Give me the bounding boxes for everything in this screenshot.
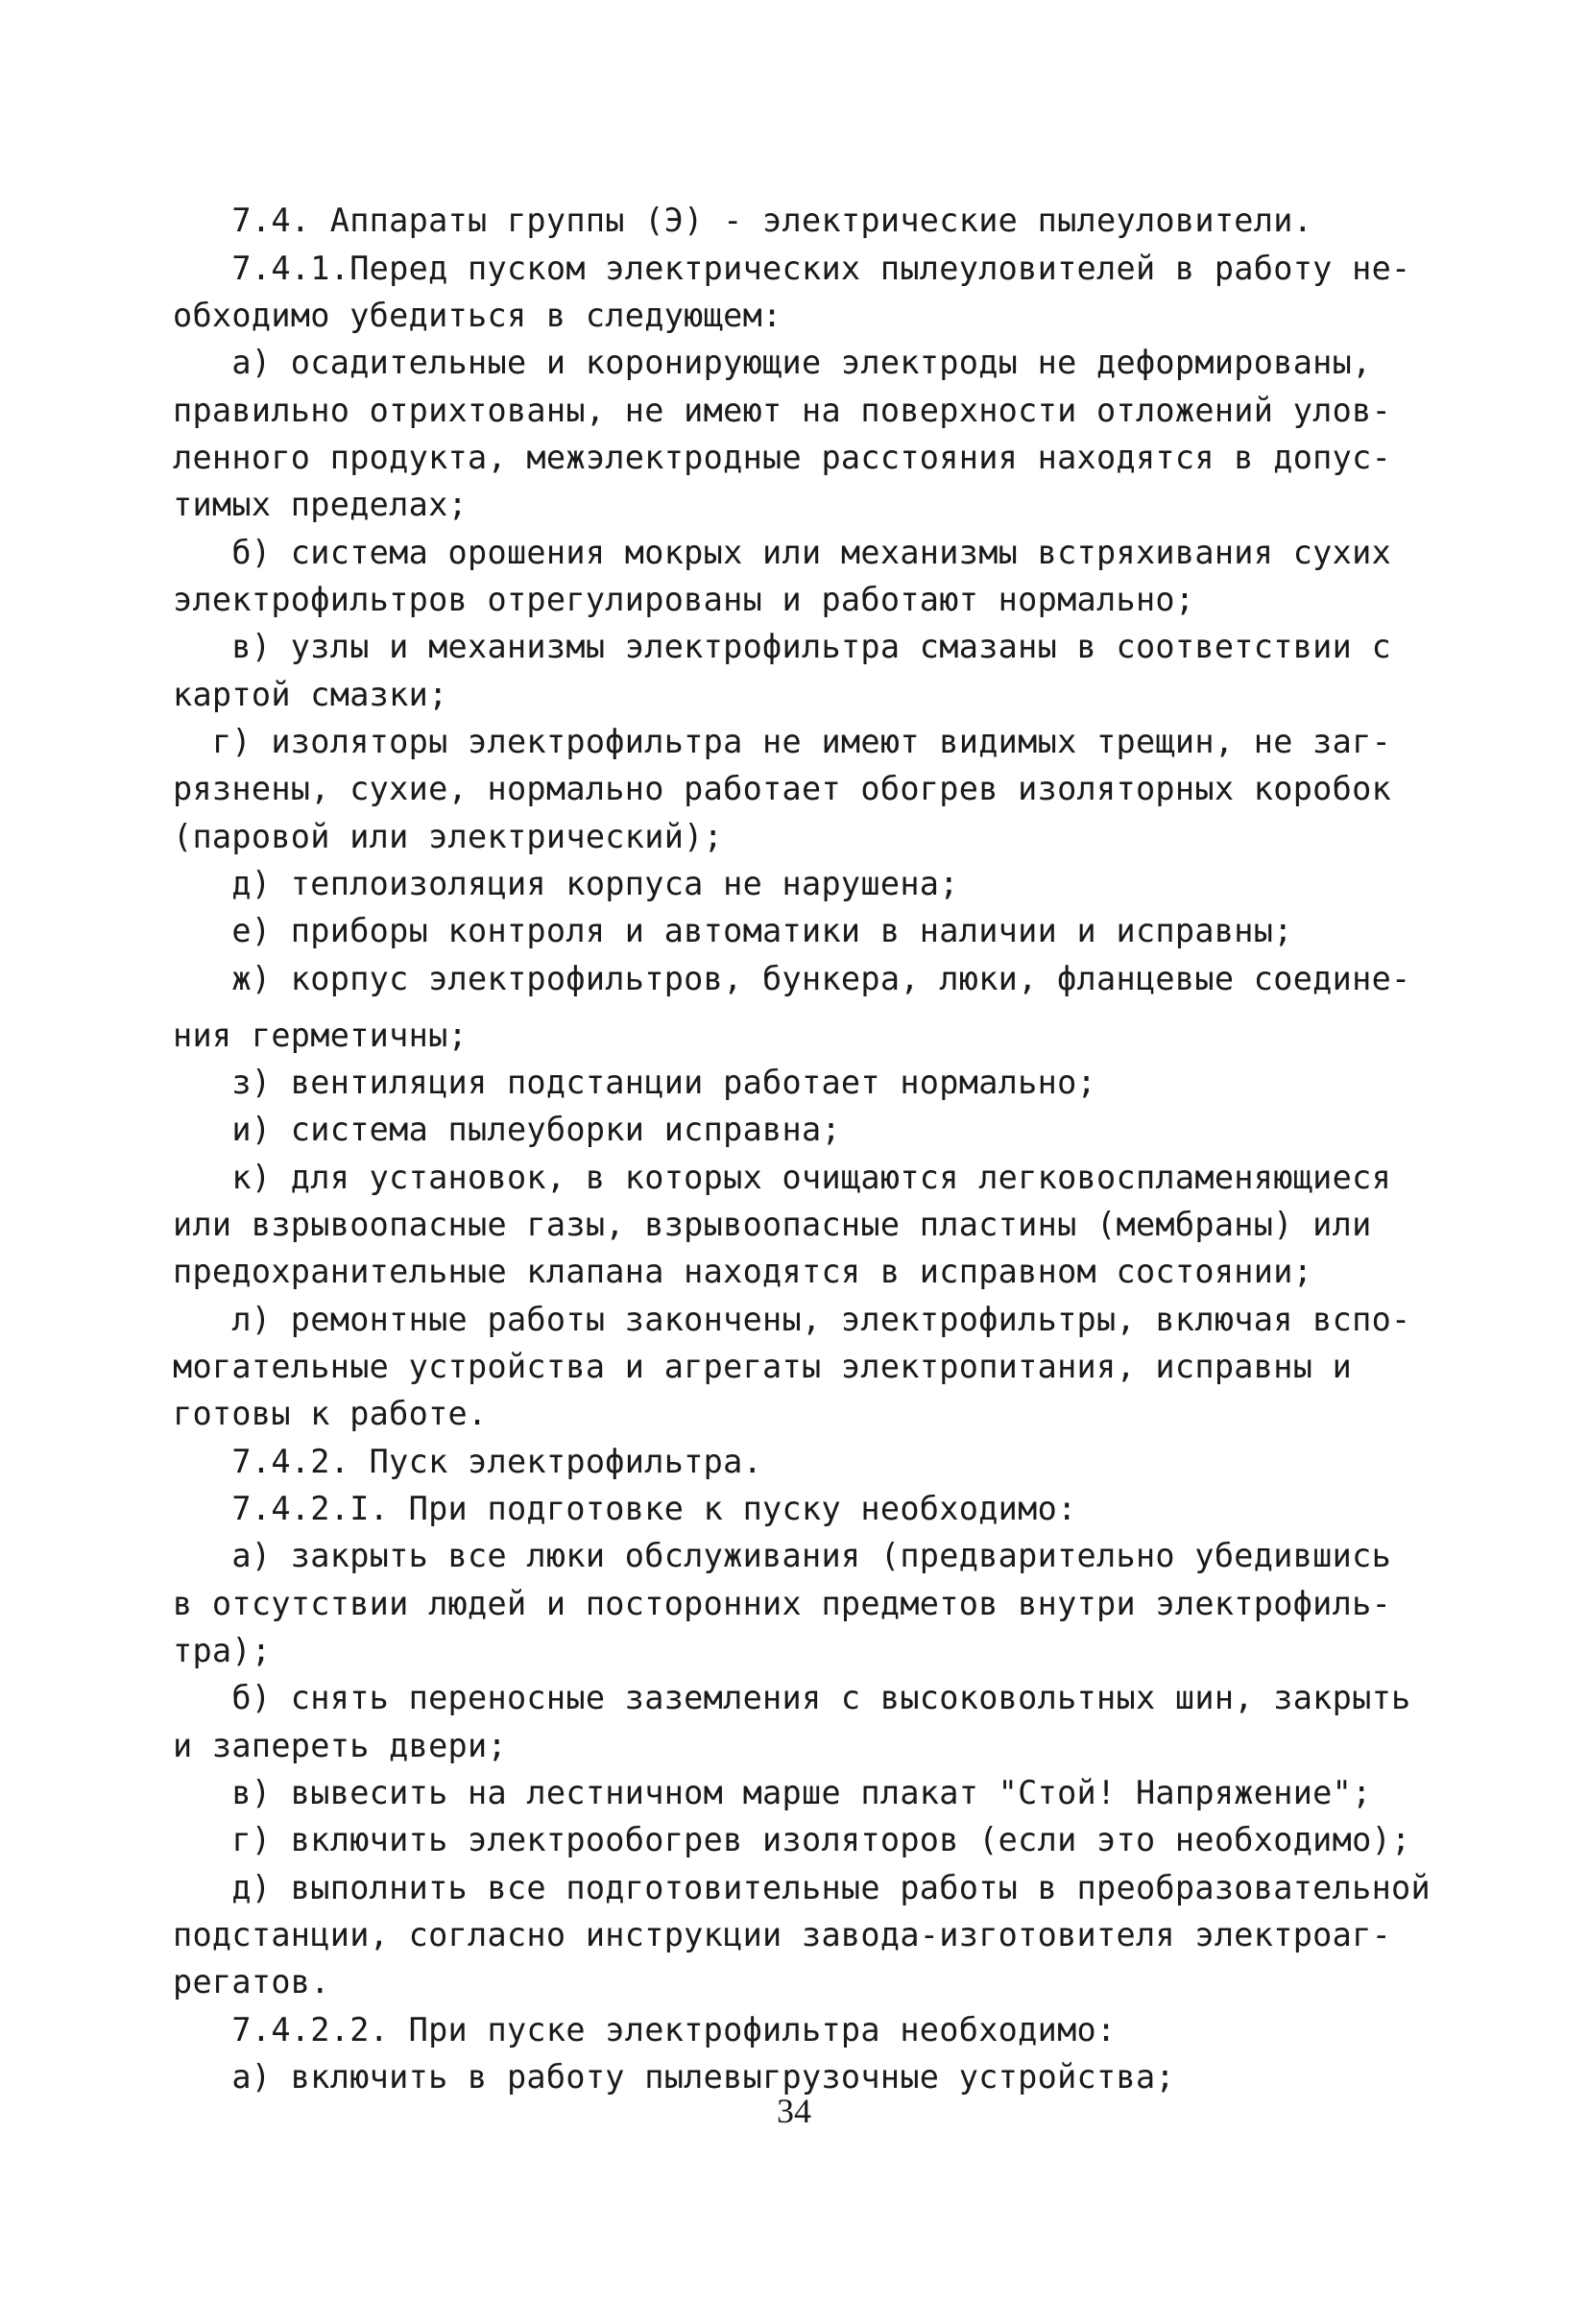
text-line: ния герметичны; — [173, 1017, 469, 1054]
text-line: а) включить в работу пылевыгрузочные устройства; — [173, 2058, 1175, 2096]
page-number: 34 — [777, 2092, 811, 2130]
text-line: г) изоляторы электрофильтра не имеют видимых трещин, не заг- — [173, 723, 1392, 760]
text-line: а) закрыть все люки обслуживания (предварительно убедившись — [173, 1537, 1392, 1574]
text-line: 7.4.1.Перед пуском электрических пылеуловителей в работу не- — [173, 250, 1411, 287]
text-line: в отсутствии людей и посторонних предметов внутри электрофиль- — [173, 1585, 1392, 1622]
text-line: картой смазки; — [173, 676, 448, 713]
text-line: к) для установок, в которых очищаются легковоспламеняющиеся — [173, 1159, 1392, 1196]
text-line: 7.4. Аппараты группы (Э) - электрические пылеуловители. — [173, 202, 1313, 239]
text-line: а) осадительные и коронирующие электроды не деформированы, — [173, 344, 1372, 381]
text-line: д) теплоизоляция корпуса не нарушена; — [173, 865, 959, 902]
text-line: д) выполнить все подготовительные работы в преобразовательной — [173, 1869, 1431, 1906]
text-line: б) снять переносные заземления с высоковольтных шин, закрыть — [173, 1679, 1411, 1716]
text-line: правильно отрихтованы, не имеют на поверхности отложений улов- — [173, 392, 1392, 429]
text-line: ленного продукта, межэлектродные расстояния находятся в допус- — [173, 439, 1392, 476]
text-line: готовы к работе. — [173, 1395, 488, 1432]
text-line: ж) корпус электрофильтров, бункера, люки, фланцевые соедине- — [173, 960, 1411, 997]
text-line: электрофильтров отрегулированы и работают нормально; — [173, 581, 1195, 618]
text-line: з) вентиляция подстанции работает нормально; — [173, 1064, 1097, 1101]
text-line: в) вывесить на лестничном марше плакат "Стой! Напряжение"; — [173, 1774, 1372, 1811]
text-line: е) приборы контроля и автоматики в наличии и исправны; — [173, 912, 1293, 949]
text-line: л) ремонтные работы закончены, электрофильтры, включая вспо- — [173, 1301, 1411, 1338]
text-line: 7.4.2.I. При подготовке к пуску необходимо: — [173, 1490, 1077, 1527]
text-line: в) узлы и механизмы электрофильтра смазаны в соответствии с — [173, 628, 1392, 665]
text-line: тимых пределах; — [173, 486, 469, 523]
text-line: или взрывоопасные газы, взрывоопасные пластины (мембраны) или — [173, 1206, 1372, 1243]
text-line: могательные устройства и агрегаты электропитания, исправны и — [173, 1348, 1353, 1385]
text-line: и) система пылеуборки исправна; — [173, 1111, 841, 1148]
text-line: предохранительные клапана находятся в исправном состоянии; — [173, 1253, 1313, 1290]
text-line: (паровой или электрический); — [173, 818, 724, 855]
text-line: б) система орошения мокрых или механизмы встряхивания сухих — [173, 534, 1392, 571]
text-line: 7.4.2.2. При пуске электрофильтра необходимо: — [173, 2011, 1117, 2048]
text-line: рязнены, сухие, нормально работает обогрев изоляторных коробок — [173, 770, 1392, 807]
text-line: тра); — [173, 1632, 272, 1669]
text-line: и запереть двери; — [173, 1727, 507, 1764]
text-line: обходимо убедиться в следующем: — [173, 297, 782, 334]
text-line: подстанции, согласно инструкции завода-изготовителя электроаг- — [173, 1916, 1392, 1953]
text-line: 7.4.2. Пуск электрофильтра. — [173, 1443, 763, 1480]
text-line: регатов. — [173, 1963, 330, 2001]
text-line: г) включить электрообогрев изоляторов (если это необходимо); — [173, 1821, 1411, 1858]
